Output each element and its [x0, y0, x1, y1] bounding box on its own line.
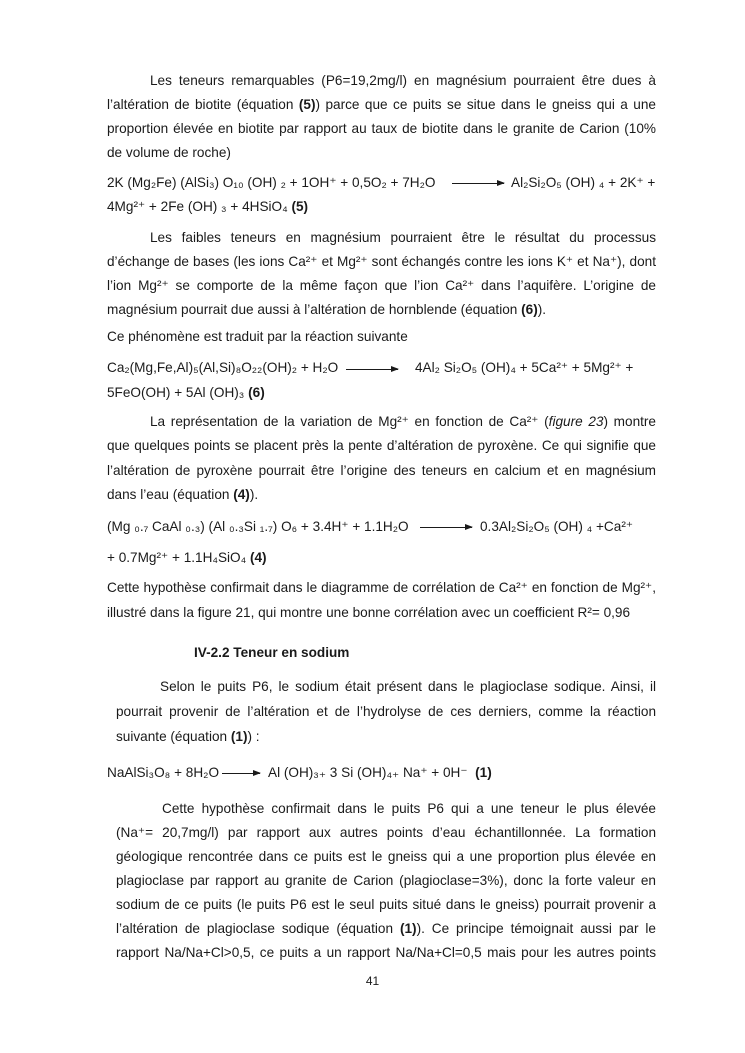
p6-line-5: sodium de ce puits (le puits P6 est le seul puits situé dans le gneiss) pourrait provenir a [116, 897, 656, 912]
text: + 0.7Mg²⁺ + 1.1H₄SiO₄ [107, 550, 247, 565]
text: dans l’eau (équation [107, 487, 234, 502]
text: l’altération de plagioclase sodique (équation [116, 921, 400, 936]
reaction-arrow [420, 527, 472, 528]
equation-ref: (1) [230, 729, 248, 744]
eq6-rhs: 4Al₂ Si₂O₅ (OH)₄ + 5Ca²⁺ + 5Mg²⁺ + [415, 360, 634, 375]
equation-number: (1) [475, 765, 492, 780]
p6-line-7: rapport Na/Na+Cl>0,5, ce puits a un rapport Na/Na+Cl=0,5 mais pour les autres points [116, 945, 656, 960]
p2-line-4 [107, 301, 546, 319]
p4-line-2: illustré dans la figure 21, qui montre une bonne corrélation avec un coefficient R²= 0,96 [107, 605, 631, 620]
eq5-rhs: Al₂Si₂O₅ (OH) ₄ + 2K⁺ + [511, 175, 656, 190]
reaction-arrow [222, 773, 260, 774]
p5-line-3 [116, 728, 260, 746]
text: La représentation de la variation de Mg²⁺ en fonction de Ca²⁺ ( [150, 414, 549, 429]
p6-line-1: Cette hypothèse confirmait dans le puits P6 qui a une teneur le plus élevée [162, 801, 656, 816]
text: l’altération de biotite (équation [107, 97, 299, 112]
equation-ref: (5) [298, 97, 316, 112]
p3-line-2: que quelques points se placent près la pente d’altération de pyroxène. Ce qui signifie que [107, 438, 656, 453]
p2-line-1: Les faibles teneurs en magnésium pourraient être le résultat du processus [150, 230, 656, 245]
p2-line-2: d’échange de bases (les ions Ca²⁺ et Mg²⁺ sont échangés contre les ions K⁺ et Na⁺), dont [107, 254, 656, 269]
p5-line-2: pourrait provenir de l’altération et de l’hydrolyse de ces derniers, comme la réaction [116, 704, 656, 719]
text: Al (OH)₃₊ 3 Si (OH)₄₊ Na⁺ + 0H⁻ [268, 765, 468, 780]
p1-line-1: Les teneurs remarquables (P6=19,2mg/l) en magnésium pourraient être dues à [150, 73, 656, 88]
text: 4Mg²⁺ + 2Fe (OH) ₃ + 4HSiO₄ [107, 199, 288, 214]
p2-line-5: Ce phénomène est traduit par la réaction suivante [107, 329, 408, 344]
equation-number: (5) [291, 199, 309, 214]
p3-line-3: l’altération de pyroxène pourrait être l’origine des teneurs en calcium et en magnésium [107, 463, 656, 478]
figure-ref: figure 23 [548, 414, 604, 429]
text: 5FeO(OH) + 5Al (OH)₃ [107, 385, 245, 400]
page-number: 41 [365, 974, 380, 988]
eq6-lhs: Ca₂(Mg,Fe,Al)₅(Al,Si)₈O₂₂(OH)₂ + H₂O [107, 360, 339, 375]
p6-line-2: (Na⁺= 20,7mg/l) par rapport aux autres points d’eau échantillonnée. La formation [116, 825, 656, 840]
p3-line-1 [150, 413, 656, 431]
eq4-continuation [107, 549, 267, 567]
reaction-arrow [346, 369, 398, 370]
text: magnésium pourrait due aussi à l’altération de hornblende (équation [107, 302, 522, 317]
section-heading: IV-2.2 Teneur en sodium [194, 645, 350, 660]
p3-line-4 [107, 486, 258, 504]
eq1-rhs [268, 764, 492, 782]
text: ). Ce principe témoignait aussi par le [416, 921, 656, 936]
equation-ref: (1) [399, 921, 417, 936]
eq4-rhs: 0.3Al₂Si₂O₅ (OH) ₄ +Ca²⁺ [480, 519, 634, 534]
equation-number: (4) [249, 550, 267, 565]
equation-ref: (6) [521, 302, 538, 317]
eq5-lhs: 2K (Mg₂Fe) (AlSi₃) O₁₀ (OH) ₂ + 1OH⁺ + 0,5O₂ + 7H₂O [107, 175, 436, 190]
p2-line-3: l’ion Mg²⁺ se comporte de la même façon que l’ion Ca²⁺ dans l’aquifère. L’origine de [107, 278, 656, 293]
eq6-continuation [107, 384, 265, 402]
text: ) : [247, 729, 260, 744]
eq1-lhs: NaAlSi₃O₈ + 8H₂O [107, 765, 220, 780]
p1-line-4: de volume de roche) [107, 145, 231, 160]
eq4-lhs: (Mg ₀.₇ CaAl ₀.₃) (Al ₀.₃Si ₁.₇) O₆ + 3.4H⁺ + 1.1H₂O [107, 519, 409, 534]
eq5-continuation [107, 198, 308, 216]
text: ) montre [603, 414, 656, 429]
reaction-arrow [452, 183, 504, 184]
p6-line-3: géologique rencontrée dans ce puits est le gneiss qui a une proportion plus élevée en [116, 849, 656, 864]
p4-line-1: Cette hypothèse confirmait dans le diagramme de corrélation de Ca²⁺ en fonction de Mg²⁺, [107, 580, 656, 595]
p1-line-2 [107, 96, 656, 114]
equation-ref: (4) [233, 487, 250, 502]
text: ). [537, 302, 547, 317]
text: ) parce que ce puits se situe dans le gneiss qui a une [315, 97, 656, 112]
p6-line-4: plagioclase par rapport au granite de Carion (plagioclase=3%), donc la forte valeur en [116, 873, 656, 888]
p1-line-3: proportion élevée en biotite par rapport au taux de biotite dans le granite de Carion (10% [107, 121, 656, 136]
p6-line-6 [116, 920, 656, 938]
equation-number: (6) [248, 385, 265, 400]
text: ). [249, 487, 259, 502]
text: suivante (équation [116, 729, 231, 744]
p5-line-1: Selon le puits P6, le sodium était présent dans le plagioclase sodique. Ainsi, il [160, 679, 656, 694]
